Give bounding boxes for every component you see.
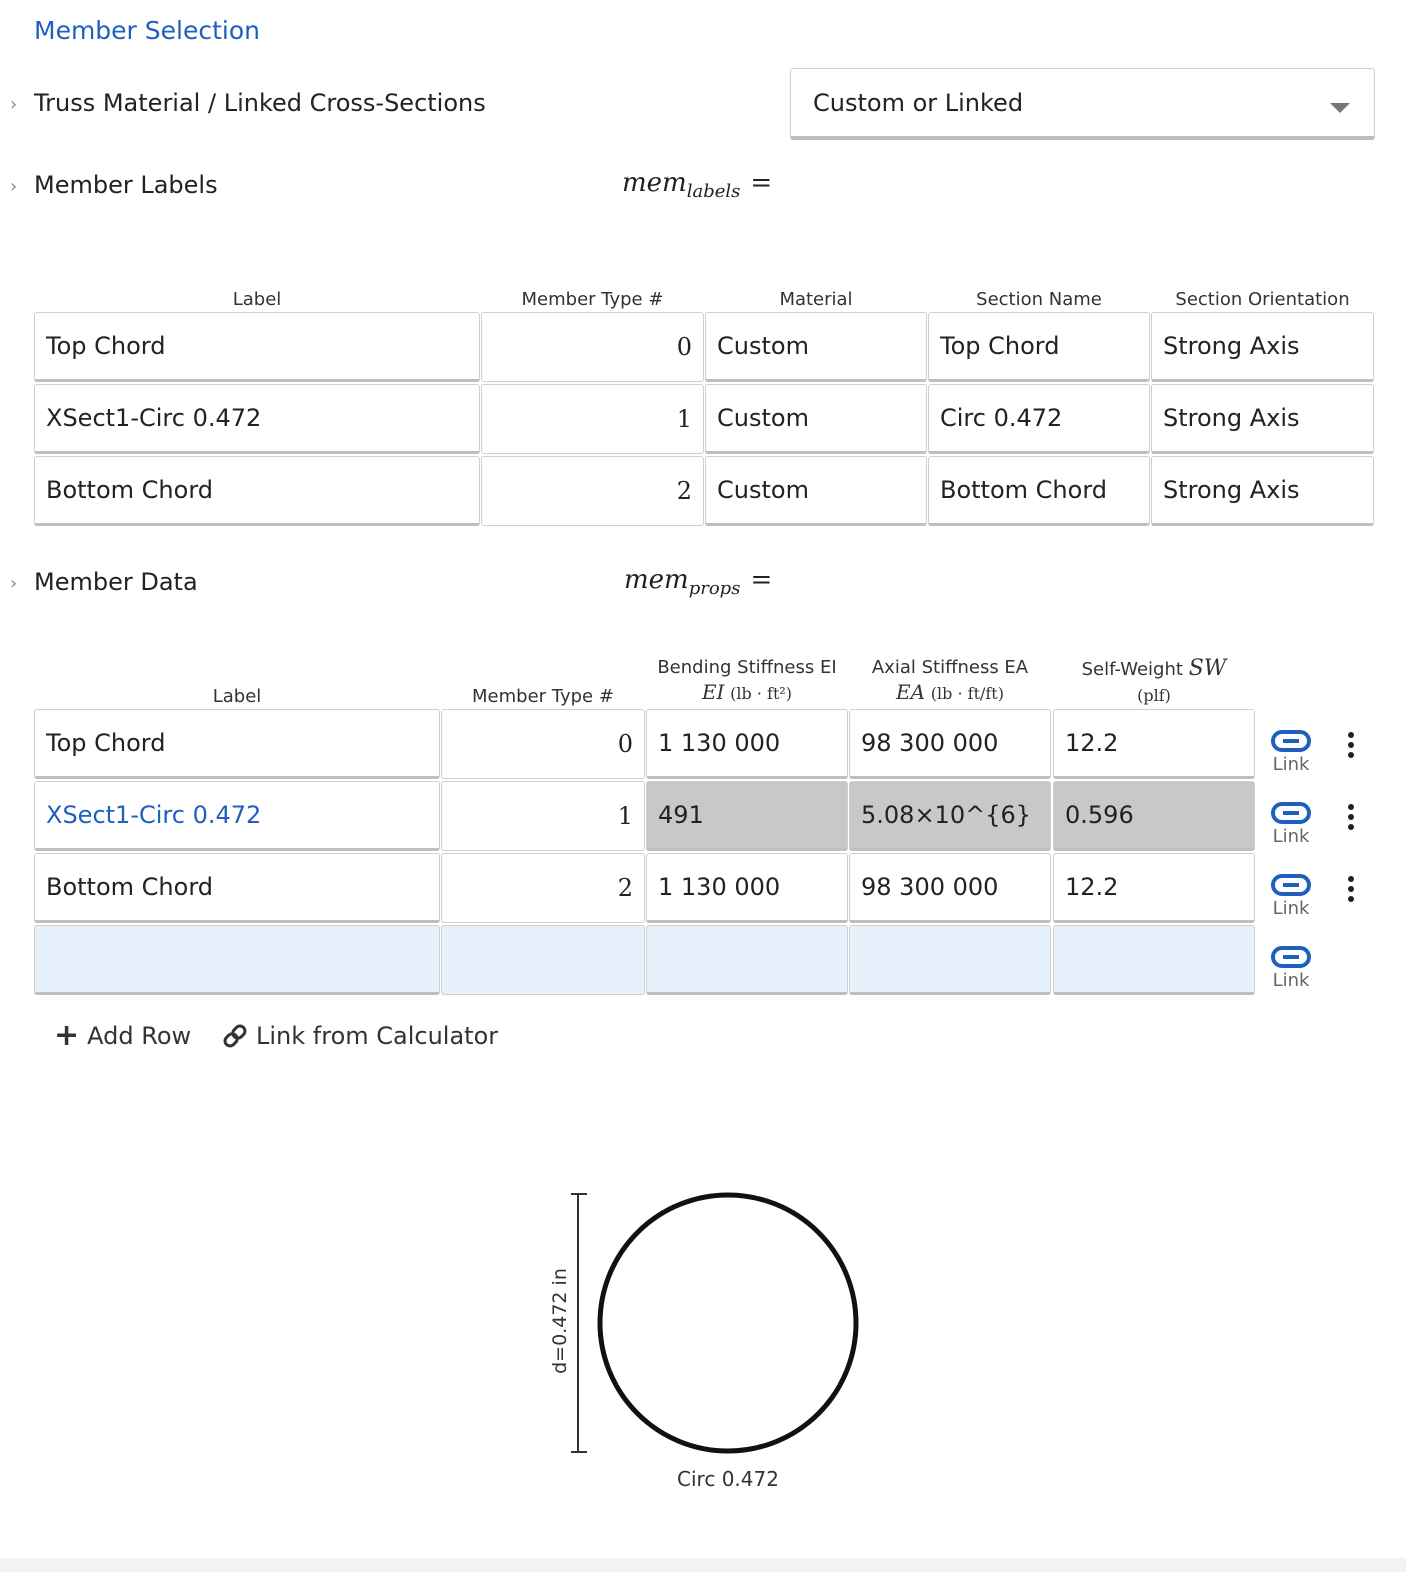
labels-cell-label[interactable]: Top Chord [34, 312, 480, 382]
circle-section [600, 1195, 856, 1451]
data-cell-ea[interactable]: 98 300 000 [849, 709, 1051, 779]
data-cell-label[interactable]: Top Chord [34, 709, 440, 779]
data-cell-ea: 5.08×10^{6} [849, 781, 1051, 851]
more-vertical-icon[interactable] [1343, 804, 1359, 830]
material-dropdown[interactable] [790, 68, 1375, 140]
col-header-label: Label [232, 289, 282, 310]
col-header-member-type: Member Type # [472, 686, 614, 707]
link-icon [1270, 800, 1312, 826]
labels-cell-type: 1 [481, 384, 704, 454]
col-header-ei [646, 656, 848, 706]
link-button-label: Link [1272, 826, 1310, 847]
data-cell-type-empty[interactable] [441, 925, 645, 995]
truss-material-label[interactable]: Truss Material / Linked Cross-Sections [34, 89, 486, 117]
add-row-button[interactable] [54, 1018, 192, 1053]
link-button[interactable] [1266, 728, 1316, 775]
link-from-calculator-label: Link from Calculator [256, 1022, 499, 1050]
math-sub: labels [686, 181, 741, 203]
link-icon [1270, 728, 1312, 754]
cross-section-figure [540, 1180, 880, 1510]
col-header-material: Material [779, 289, 853, 310]
math-base: mem [624, 565, 689, 595]
ei-symbol: EI [701, 680, 725, 704]
math-sub: props [688, 578, 741, 600]
dimension-label: d=0.472 in [549, 1268, 571, 1374]
labels-cell-material[interactable]: Custom [705, 384, 927, 454]
link-button-label: Link [1272, 970, 1310, 991]
labels-cell-label[interactable]: Bottom Chord [34, 456, 480, 526]
member-data-math [624, 565, 772, 599]
link-button-label: Link [1272, 754, 1310, 775]
math-eq: = [750, 168, 773, 198]
math-base: mem [622, 168, 687, 198]
labels-cell-type: 0 [481, 312, 704, 382]
labels-cell-label[interactable]: XSect1-Circ 0.472 [34, 384, 480, 454]
data-cell-type: 1 [441, 781, 645, 851]
data-cell-ea[interactable]: 98 300 000 [849, 853, 1051, 923]
labels-cell-section[interactable]: Top Chord [928, 312, 1150, 382]
member-data-title[interactable]: Member Data [34, 568, 198, 596]
link-icon [1270, 872, 1312, 898]
data-cell-label-linked[interactable]: XSect1-Circ 0.472 [34, 781, 440, 851]
col-header-section-name: Section Name [976, 289, 1102, 310]
col-header-member-type: Member Type # [521, 289, 664, 310]
chevron-right-icon[interactable]: › [10, 94, 18, 115]
section-title[interactable]: Member Selection [34, 16, 260, 45]
labels-cell-material[interactable]: Custom [705, 312, 927, 382]
data-cell-ei-empty[interactable] [646, 925, 848, 995]
col-header-label: Label [212, 686, 262, 707]
ei-unit: (lb · ft²) [730, 684, 793, 703]
data-cell-ei[interactable]: 1 130 000 [646, 709, 848, 779]
link-button[interactable] [1266, 872, 1316, 919]
member-labels-math [622, 168, 772, 202]
labels-cell-section[interactable]: Circ 0.472 [928, 384, 1150, 454]
data-cell-sw-empty[interactable] [1053, 925, 1255, 995]
member-labels-title[interactable]: Member Labels [34, 171, 218, 199]
data-cell-sw: 0.596 [1053, 781, 1255, 851]
link-button[interactable] [1266, 800, 1316, 847]
add-row-label: Add Row [87, 1022, 192, 1050]
col-header-ea [849, 656, 1051, 706]
data-cell-ea-empty[interactable] [849, 925, 1051, 995]
link-button[interactable] [1266, 944, 1316, 991]
plus-icon: + [54, 1018, 80, 1053]
ea-unit: (lb · ft/ft) [930, 684, 1004, 703]
labels-cell-orientation[interactable]: Strong Axis [1151, 312, 1374, 382]
ea-header-text: Axial Stiffness EA [871, 657, 1029, 678]
sw-unit: (plf) [1137, 686, 1171, 705]
ei-header-text: Bending Stiffness EI [657, 657, 837, 678]
chain-link-icon [222, 1023, 248, 1049]
col-header-section-orientation: Section Orientation [1175, 289, 1350, 310]
bottom-bar [0, 1558, 1406, 1572]
more-vertical-icon[interactable] [1343, 732, 1359, 758]
link-icon [1270, 944, 1312, 970]
material-dropdown-value: Custom or Linked [813, 89, 1024, 117]
labels-cell-section[interactable]: Bottom Chord [928, 456, 1150, 526]
data-cell-label[interactable]: Bottom Chord [34, 853, 440, 923]
chevron-right-icon[interactable]: › [10, 176, 18, 197]
labels-cell-orientation[interactable]: Strong Axis [1151, 384, 1374, 454]
more-vertical-icon[interactable] [1343, 876, 1359, 902]
labels-cell-material[interactable]: Custom [705, 456, 927, 526]
sw-symbol: SW [1188, 656, 1227, 681]
figure-caption: Circ 0.472 [677, 1467, 779, 1491]
link-from-calculator-button[interactable] [222, 1022, 498, 1050]
data-cell-ei[interactable]: 1 130 000 [646, 853, 848, 923]
data-cell-sw[interactable]: 12.2 [1053, 853, 1255, 923]
labels-cell-type: 2 [481, 456, 704, 526]
math-eq: = [750, 565, 773, 595]
ea-symbol: EA [896, 680, 926, 704]
labels-cell-orientation[interactable]: Strong Axis [1151, 456, 1374, 526]
data-cell-sw[interactable]: 12.2 [1053, 709, 1255, 779]
chevron-right-icon[interactable]: › [10, 573, 18, 594]
data-cell-type: 2 [441, 853, 645, 923]
data-cell-type: 0 [441, 709, 645, 779]
data-cell-label-empty[interactable] [34, 925, 440, 995]
chevron-down-icon [1330, 103, 1350, 113]
col-header-sw [1053, 656, 1255, 709]
data-cell-ei: 491 [646, 781, 848, 851]
sw-header-text: Self-Weight [1081, 659, 1183, 680]
link-button-label: Link [1272, 898, 1310, 919]
